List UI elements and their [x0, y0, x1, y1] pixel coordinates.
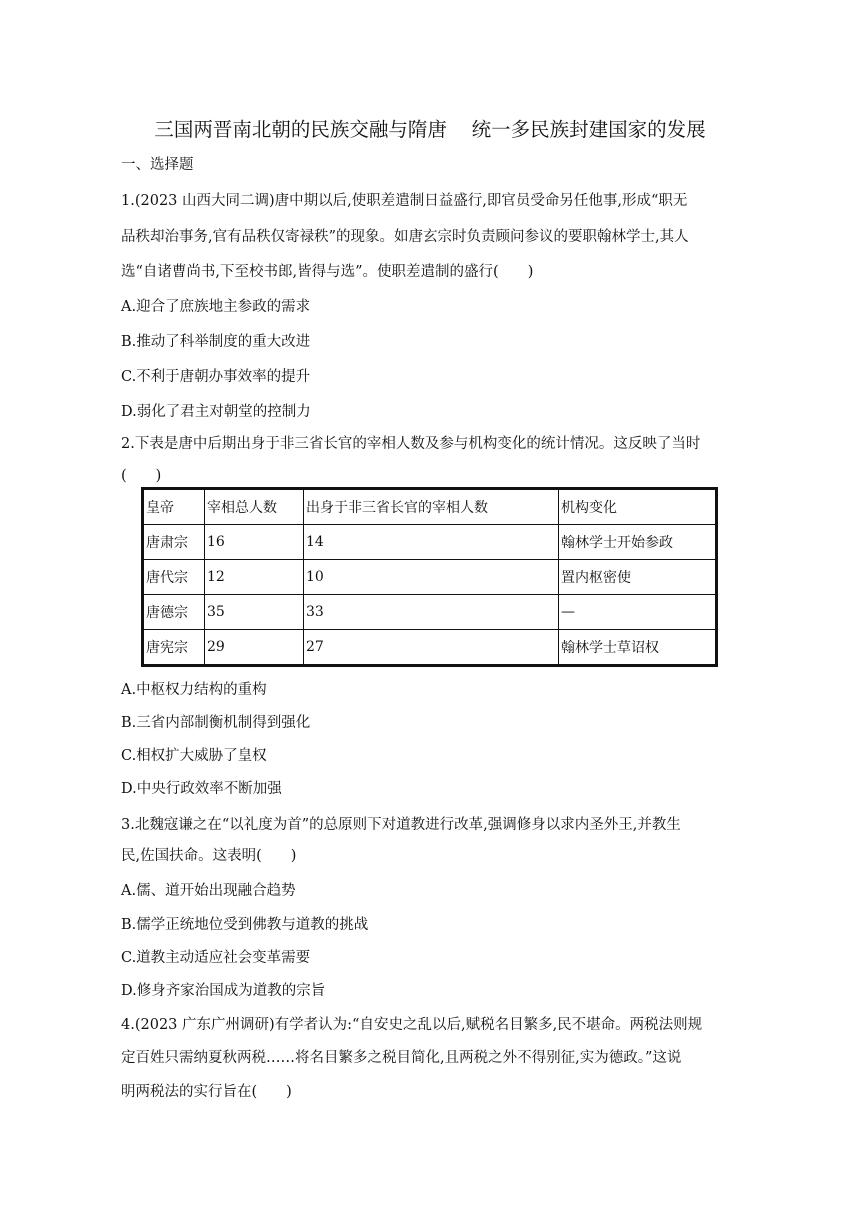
table-cell: 33 [304, 595, 559, 630]
q3-option-a: A.儒、道开始出现融合趋势 [121, 883, 296, 899]
table-cell: 唐肃宗 [143, 525, 205, 560]
q3-stem-line: 民,佐国扶命。这表明( ) [121, 848, 297, 864]
table-cell: 29 [205, 630, 304, 666]
q3-option-c: C.道教主动适应社会变革需要 [121, 950, 311, 966]
document-title: 三国两晋南北朝的民族交融与隋唐 统一多民族封建国家的发展 [154, 118, 706, 141]
table-cell: 27 [304, 630, 559, 666]
table-cell: 翰林学士草诏权 [559, 630, 717, 666]
q1-option-c: C.不利于唐朝办事效率的提升 [121, 369, 311, 385]
table-cell: 14 [304, 525, 559, 560]
table-cell: 唐代宗 [143, 560, 205, 595]
q1-option-b: B.推动了科举制度的重大改进 [121, 334, 311, 350]
table-row [143, 630, 717, 666]
table-cell: 12 [205, 560, 304, 595]
table-header-cell: 皇帝 [143, 489, 205, 525]
table-header-row [143, 489, 717, 525]
q2-option-c: C.相权扩大威胁了皇权 [121, 748, 267, 764]
table-header-cell: 宰相总人数 [205, 489, 304, 525]
table-cell: 置内枢密使 [559, 560, 717, 595]
table-cell: 翰林学士开始参政 [559, 525, 717, 560]
q2-stem-line: ( ) [121, 468, 162, 484]
table-row [143, 525, 717, 560]
q4-stem-line: 明两税法的实行旨在( ) [121, 1084, 292, 1100]
table-header-cell: 出身于非三省长官的宰相人数 [304, 489, 559, 525]
q3-option-b: B.儒学正统地位受到佛教与道教的挑战 [121, 917, 369, 933]
q2-option-a: A.中枢权力结构的重构 [121, 682, 267, 698]
q3-option-d: D.修身齐家治国成为道教的宗旨 [121, 983, 326, 999]
q2-stem-line: 2.下表是唐中后期出身于非三省长官的宰相人数及参与机构变化的统计情况。这反映了当时 [121, 436, 701, 452]
table-cell: 唐德宗 [143, 595, 205, 630]
q1-option-a: A.迎合了庶族地主参政的需求 [121, 299, 311, 315]
table-cell: 16 [205, 525, 304, 560]
q4-stem-line: 4.(2023 广东广州调研)有学者认为:“自安史之乱以后,赋税名目繁多,民不堪命。两税法则规 [121, 1017, 703, 1033]
table-cell: 唐宪宗 [143, 630, 205, 666]
statistics-table [141, 487, 718, 667]
q3-stem-line: 3.北魏寇谦之在“以礼度为首”的总原则下对道教进行改革,强调修身以求内圣外王,并教生 [121, 817, 681, 833]
table-row [143, 560, 717, 595]
table-header-cell: 机构变化 [559, 489, 717, 525]
q2-option-b: B.三省内部制衡机制得到强化 [121, 715, 311, 731]
table-cell: — [559, 595, 717, 630]
section-heading: 一、选择题 [121, 157, 194, 173]
q2-option-d: D.中央行政效率不断加强 [121, 781, 282, 797]
table-cell: 10 [304, 560, 559, 595]
q1-option-d: D.弱化了君主对朝堂的控制力 [121, 404, 311, 420]
q1-stem-line: 1.(2023 山西大同二调)唐中期以后,使职差遣制日益盛行,即官员受命另任他事,形成“职无 [121, 193, 688, 209]
q1-stem-line: 品秩却治事务,官有品秩仅寄禄秩”的现象。如唐玄宗时负责顾问参议的要职翰林学士,其人 [121, 229, 689, 245]
q4-stem-line: 定百姓只需纳夏秋两税……将名目繁多之税目简化,且两税之外不得别征,实为德政。”这说 [121, 1050, 682, 1066]
q1-stem-line: 选“自诸曹尚书,下至校书郎,皆得与选”。使职差遣制的盛行( ) [121, 264, 534, 280]
table-cell: 35 [205, 595, 304, 630]
table-row [143, 595, 717, 630]
